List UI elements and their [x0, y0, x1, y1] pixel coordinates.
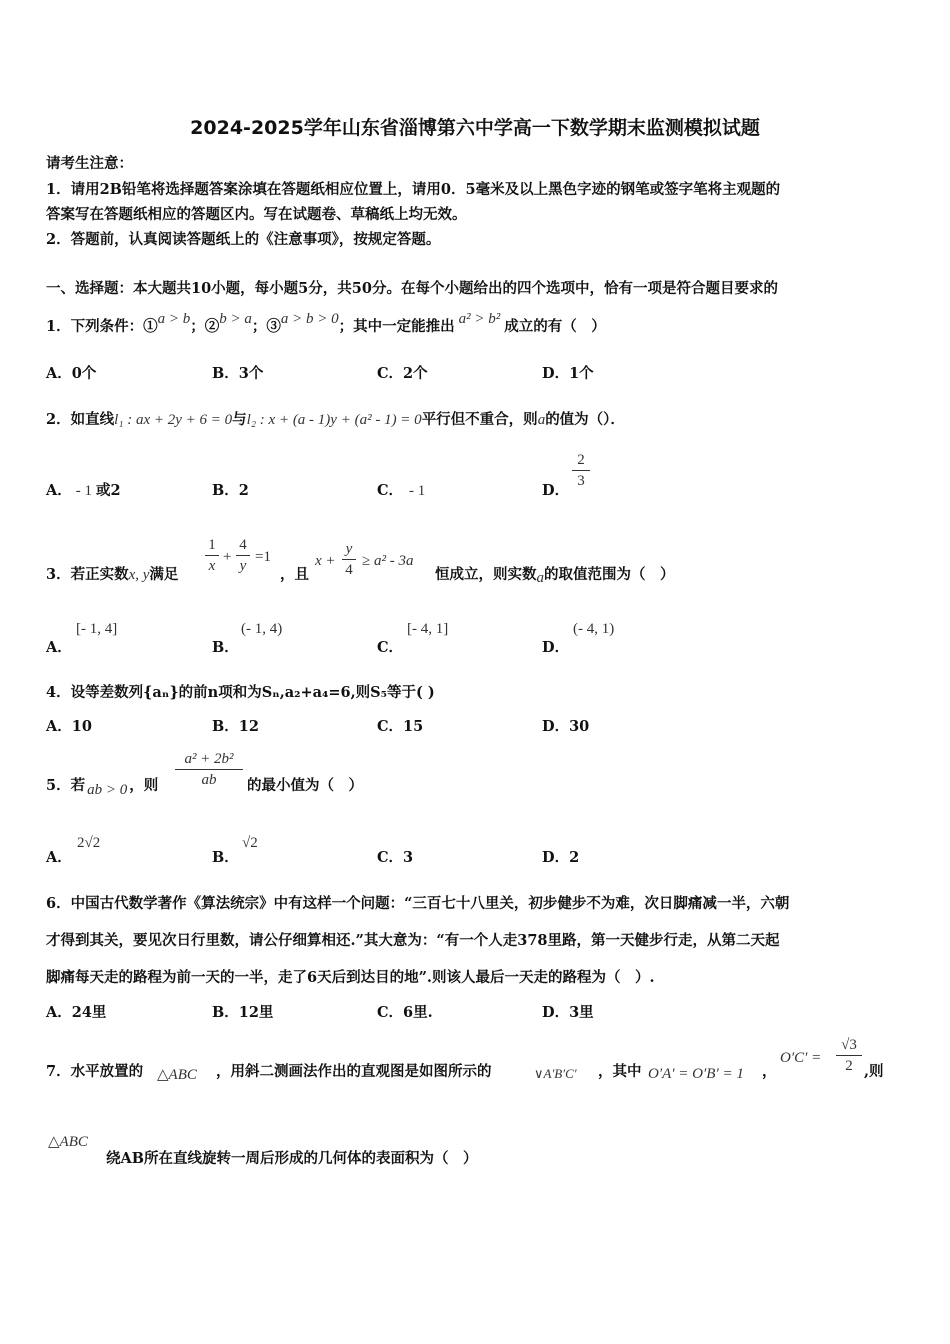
q2-option-c-label: C． [377, 482, 404, 499]
q3-equals: =1 [255, 549, 271, 565]
q2-suffix-1: 平行但不重合，则 [421, 411, 538, 428]
q7-mid-1: ，用斜二测画法作出的直观图是如图所示的 [216, 1063, 492, 1080]
q3-lhs: x + [315, 553, 336, 569]
q2-option-d-label: D． [542, 482, 570, 499]
notice-item-2: 2．答题前，认真阅读答题纸上的《注意事项》，按规定答题。 [46, 231, 441, 248]
q1-condition-1: a > b [157, 311, 191, 327]
q2-option-d-denominator: 3 [577, 473, 585, 489]
q5-option-b: √2 [242, 835, 258, 851]
q3-fraction-3 [342, 540, 356, 579]
q7-triangle-prime: ∨A′B′C′ [534, 1066, 577, 1081]
q7-triangle-2: △ABC [48, 1134, 88, 1150]
q5-fraction [175, 750, 243, 789]
q3-option-d-label: D． [542, 639, 570, 656]
notice-heading: 请考生注意： [46, 155, 133, 172]
q1-suffix: 成立的有（ ） [504, 318, 606, 335]
q5-option-d: D．2 [542, 849, 580, 866]
q3-vars: x, y [128, 567, 150, 583]
q5-prefix [46, 774, 159, 798]
q1-mid: ；其中一定能推出 [338, 318, 455, 335]
q2-option-c-math: - 1 [409, 483, 426, 499]
q2-var: a [537, 412, 546, 428]
q3-option-d: (- 4, 1) [573, 621, 615, 637]
q2-option-a-text: 或2 [96, 482, 121, 499]
q7-fraction-num: √3 [841, 1037, 857, 1053]
q3-option-c-label: C． [377, 639, 404, 656]
q3-prefix [46, 563, 178, 584]
q2-prefix: 2．如直线 [46, 411, 115, 428]
question-4: 4．设等差数列{aₙ}的前n项和为Sₙ,a₂+a₄=6,则S₅等于( ) [46, 684, 435, 701]
q6-option-b: B．12里 [212, 1004, 274, 1021]
section-heading: 一、选择题：本大题共10小题，每小题5分，共50分。在每个小题给出的四个选项中，恰有一项是符合题目要求的 [46, 280, 778, 297]
q2-mid: 与 [232, 411, 247, 428]
q5-mid: ，则 [129, 777, 159, 794]
question-7-line-2: 绕AB所在直线旋转一周后形成的几何体的表面积为（ ） [106, 1150, 478, 1167]
notice-item-1-line-1: 1．请用2B铅笔将选择题答案涂填在答题纸相应位置上，请用0．5毫米及以上黑色字迹的钢笔或签字笔将主观题的 [46, 181, 781, 198]
q3-mid-1: 满足 [149, 566, 179, 583]
q3-fraction-1-num: 1 [208, 537, 216, 553]
q2-suffix-2: 的值为（）． [545, 411, 625, 428]
question-6-line-1: 6．中国古代数学著作《算法统宗》中有这样一个问题：“三百七十八里关，初步健步不为难，次日脚痛减一半，六朝 [46, 895, 790, 912]
page-title: 2024-2025学年山东省淄博第六中学高一下数学期末监测模拟试题 [190, 117, 760, 139]
q6-option-a: A．24里 [46, 1004, 107, 1021]
q3-option-c: [- 4, 1] [407, 621, 449, 637]
q5-option-a-label: A． [46, 849, 72, 866]
q7-suffix: ,则 [864, 1063, 884, 1080]
q2-line-1: l₁ : ax + 2y + 6 = 0 [114, 412, 233, 428]
q4-option-d: D．30 [542, 718, 590, 735]
q2-option-b: B．2 [212, 482, 249, 499]
q3-mid-3: 恒成立，则实数 [435, 566, 537, 583]
q1-prefix: 1．下列条件：① [46, 318, 158, 335]
q1-condition-3: a > b > 0 [280, 311, 339, 327]
q3-option-a-label: A． [46, 639, 72, 656]
question-6-line-2: 才得到其关，要见次日行里数，请公仔细算相还.”其大意为：“有一个人走378里路，第一天健步行走，从第二天起 [46, 932, 780, 949]
q5-numerator: a² + 2b² [184, 751, 234, 767]
q7-triangle: △ABC [157, 1067, 197, 1083]
q1-option-d: D．1个 [542, 365, 594, 382]
q5-suffix: 的最小值为（ ） [247, 777, 363, 794]
q3-option-b-label: B． [212, 639, 239, 656]
q3-fraction-3-num: y [345, 541, 353, 557]
q7-prefix: 7．水平放置的 [46, 1063, 144, 1080]
q3-var: a [536, 570, 544, 586]
q2-option-d-fraction [572, 451, 590, 490]
q3-option-b: (- 1, 4) [241, 621, 283, 637]
fraction-bar [836, 1055, 862, 1056]
q6-option-d: D．3里 [542, 1004, 594, 1021]
q3-fraction-1-den: x [208, 558, 216, 574]
q4-option-c: C．15 [377, 718, 424, 735]
q7-comma: ， [762, 1063, 777, 1080]
q1-target: a² > b² [458, 311, 501, 327]
q2-line-2: l₂ : x + (a - 1)y + (a² - 1) = 0 [246, 412, 422, 428]
q1-condition-2: b > a [219, 311, 252, 327]
q3-fraction-1 [205, 536, 219, 575]
q5-denominator: ab [201, 772, 217, 788]
q3-suffix-text: 的取值范围为（ ） [544, 566, 675, 583]
question-2 [46, 408, 625, 429]
q3-rhs: ≥ a² - 3a [362, 553, 414, 569]
q3-mid-2: ，且 [280, 566, 309, 583]
q3-fraction-3-den: 4 [345, 562, 353, 578]
question-1 [46, 311, 606, 336]
q2-option-a-math: - 1 [75, 483, 93, 499]
fraction-bar [342, 559, 356, 560]
q5-prefix-text: 5．若 [46, 777, 86, 794]
q4-option-b: B．12 [212, 718, 259, 735]
q3-plus: + [223, 549, 232, 565]
q7-fraction [836, 1036, 862, 1075]
q3-option-a: [- 1, 4] [76, 621, 118, 637]
question-6-line-3: 脚痛每天走的路程为前一天的一半，走了6天后到达目的地”.则该人最后一天走的路程为（ ）. [46, 969, 655, 986]
q2-option-a [46, 479, 121, 500]
fraction-bar [205, 555, 219, 556]
q7-mid-2: ，其中 [598, 1063, 642, 1080]
q3-prefix-text: 3．若正实数 [46, 566, 129, 583]
q6-option-c: C．6里. [377, 1004, 433, 1021]
q2-option-c [377, 479, 425, 500]
fraction-bar [175, 769, 243, 770]
q3-fraction-2-den: y [239, 558, 247, 574]
q7-fraction-den: 2 [845, 1058, 853, 1074]
q2-option-d-numerator: 2 [577, 452, 585, 468]
q1-option-a: A．0个 [46, 365, 97, 382]
notice-item-1-line-2: 答案写在答题纸相应的答题区内。写在试题卷、草稿纸上均无效。 [46, 206, 467, 223]
q5-option-a: 2√2 [77, 835, 101, 851]
fraction-bar [572, 470, 590, 471]
fraction-bar [236, 555, 250, 556]
q4-option-a: A．10 [46, 718, 92, 735]
q1-option-c: C．2个 [377, 365, 428, 382]
q7-oc: O′C′ = [780, 1050, 822, 1066]
q5-option-c: C．3 [377, 849, 414, 866]
q5-condition: ab > 0 [87, 782, 128, 798]
q5-option-b-label: B． [212, 849, 239, 866]
q7-equation-1: O′A′ = O′B′ = 1 [648, 1066, 744, 1082]
q2-option-a-label: A． [46, 482, 72, 499]
q1-sep-2: ；② [190, 318, 220, 335]
q1-sep-3: ；③ [251, 318, 281, 335]
q3-suffix [435, 563, 675, 584]
q3-fraction-2 [236, 536, 250, 575]
q1-option-b: B．3个 [212, 365, 264, 382]
q3-fraction-2-num: 4 [239, 537, 247, 553]
